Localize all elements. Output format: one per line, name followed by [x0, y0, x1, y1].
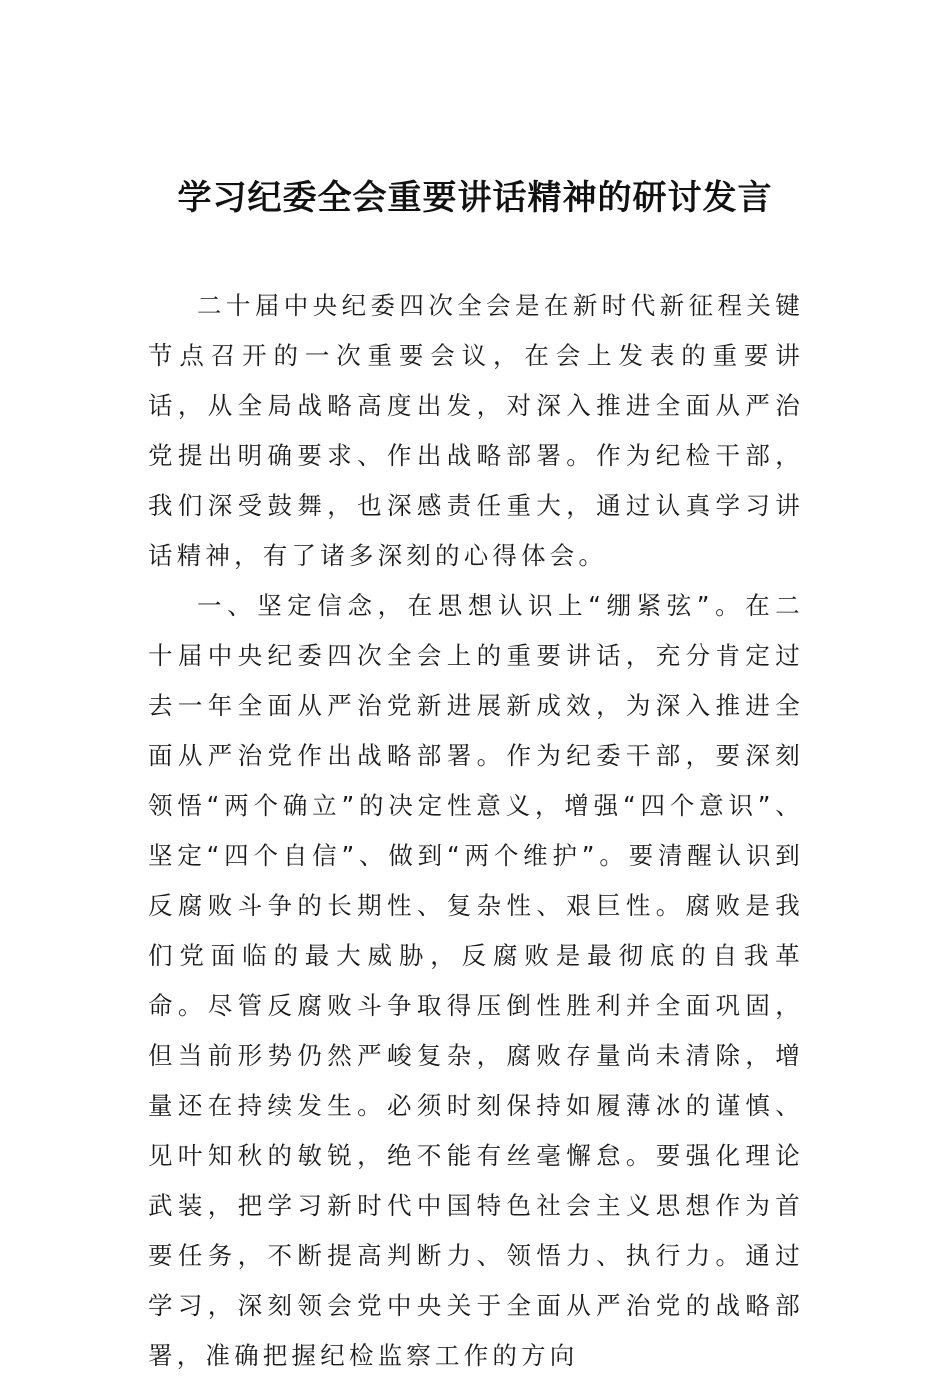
paragraph-section-one: 一、坚定信念，在思想认识上“绷紧弦”。在二十届中央纪委四次全会上的重要讲话，充分肯定过去一年全面从严治党新进展新成效，为深入推进全面从严治党作出战略部署。作为纪委干部，要深刻领悟“两个确立”的决定性意义，增强“四个意识”、坚定“四个自信”、做到“两个维护”。要清醒认识到反腐败斗争的长期性、复杂性、艰巨性。腐败是我们党面临的最大威胁，反腐败是最彻底的自我革命。尽管反腐败斗争取得压倒性胜利并全面巩固，但当前形势仍然严峻复杂，腐败存量尚未清除，增量还在持续发生。必须时刻保持如履薄冰的谨慎、见叶知秋的敏锐，绝不能有丝毫懈怠。要强化理论武装，把学习新时代中国特色社会主义思想作为首要任务，不断提高判断力、领悟力、执行力。通过学习，深刻领会党中央关于全面从严治党的战略部署，准确把握纪检监察工作的方向 — [148, 591, 804, 1370]
paragraph-intro: 二十届中央纪委四次全会是在新时代新征程关键节点召开的一次重要会议，在会上发表的重要讲话，从全局战略高度出发，对深入推进全面从严治党提出明确要求、作出战略部署。作为纪检干部，我们深受鼓舞，也深感责任重大，通过认真学习讲话精神，有了诸多深刻的心得体会。 — [148, 291, 804, 570]
document-title: 学习纪委全会重要讲话精神的研讨发言 — [177, 178, 773, 218]
document-body — [148, 281, 804, 1381]
